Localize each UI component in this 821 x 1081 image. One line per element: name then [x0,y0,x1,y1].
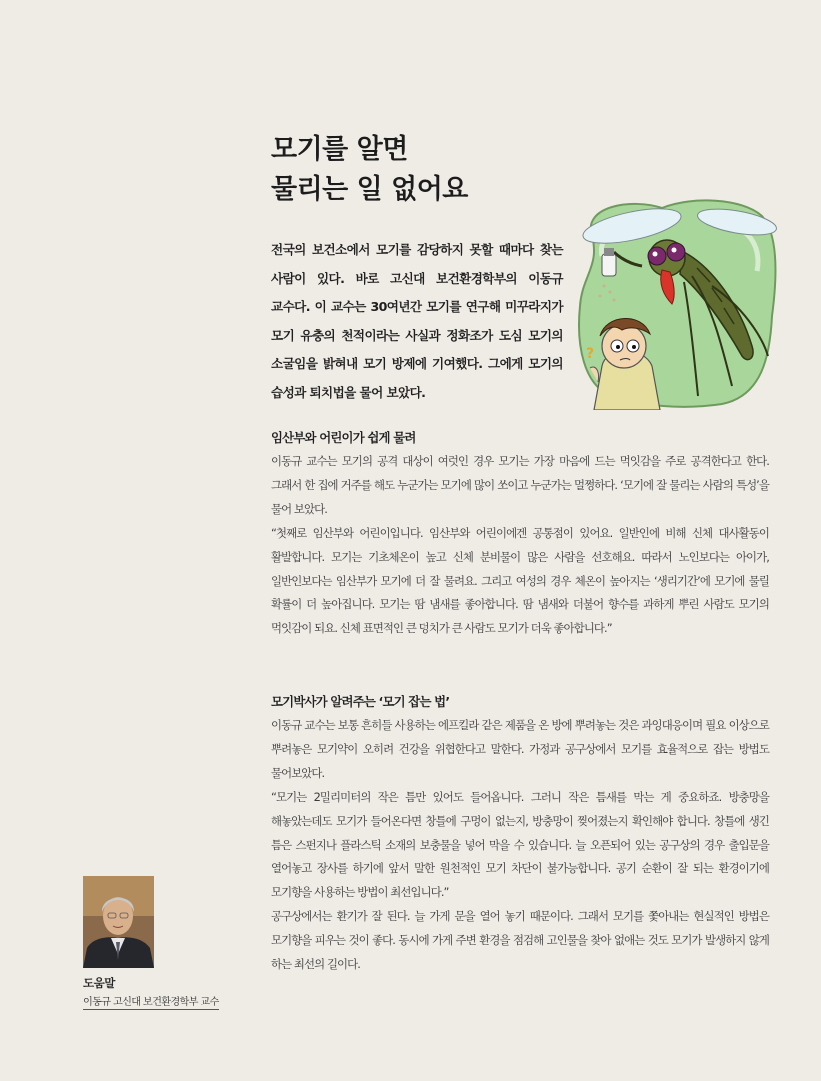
section-1-paragraph: 이동규 교수는 모기의 공격 대상이 여럿인 경우 모기는 가장 마음에 드는 먹잇감을 주로 공격한다고 한다. 그래서 한 집에 거주를 해도 누군가는 모기에 많이 쏘이고 누군가는 멀쩡하다. ‘모기에 잘 물리는 사람의 특성’을 물어 보았다. [271,454,769,516]
section-2-heading: 모기박사가 알려주는 ‘모기 잡는 법’ [271,694,450,709]
svg-text:?: ? [586,346,595,362]
author-affiliation: 이동규 고신대 보건환경학부 교수 [83,993,219,1010]
mosquito-cartoon-icon [572,196,780,410]
title-line-2: 물리는 일 없어요 [271,174,468,205]
section-1 [271,426,769,641]
section-2 [271,690,769,977]
section-1-paragraph: “첫째로 임산부와 어린이입니다. 임산부와 어린이에겐 공통점이 있어요. 일반인에 비해 신체 대사활동이 활발합니다. 모기는 기초체온이 높고 신체 분비물이 많은 사람을 선호해요. 따라서 노인보다는 아이가, 일반인보다는 임산부가 모기에 더 잘 물려요. 그리고 여성의 경우 체온이 높아지는 ‘생리기간’에 모기에 물릴 확률이 더 높아집니다. 모기는 땀 냄새를 좋아합니다. 땀 냄새와 더불어 향수를 과하게 뿌린 사람도 모기의 먹잇감이 되요. 신체 표면적인 큰 덩치가 큰 사람도 모기가 더욱 좋아합니다.” [271,525,769,636]
mosquito-illustration [572,196,780,410]
author-photo-icon [83,876,154,968]
article-title [271,130,571,210]
section-1-heading: 임산부와 어린이가 쉽게 물려 [271,430,416,445]
title-line-1: 모기를 알면 [271,134,408,165]
section-2-paragraph: 공구상에서는 환기가 잘 된다. 늘 가게 문을 열어 놓기 때문이다. 그래서 모기를 쫓아내는 현실적인 방법은 모기향을 피우는 것이 좋다. 동시에 가게 주변 환경을 점검해 고인물을 찾아 없애는 것도 모기가 발생하지 않게 하는 최선의 길이다. [271,909,769,972]
author-portrait [83,876,154,968]
section-2-paragraph: 이동규 교수는 보통 흔히들 사용하는 에프킬라 같은 제품을 온 방에 뿌려놓는 것은 과잉대응이며 필요 이상으로 뿌려놓은 모기약이 오히려 건강을 위협한다고 말한다. 가정과 공구상에서 모기를 효율적으로 잡는 방법도 물어보았다. [271,718,769,780]
lead-paragraph: 전국의 보건소에서 모기를 감당하지 못할 때마다 찾는 사람이 있다. 바로 고신대 보건환경학부의 이동규 교수다. 이 교수는 30여년간 모기를 연구해 미꾸라지가 모기 유충의 천적이라는 사실과 정화조가 도심 모기의 소굴임을 밝혀내 모기 방제에 기여했다. 그에게 모기의 습성과 퇴치법을 물어 보았다. [271,242,563,400]
section-2-paragraph: “모기는 2밀리미터의 작은 틈만 있어도 들어옵니다. 그러니 작은 틈새를 막는 게 중요하죠. 방충망을 해놓았는데도 모기가 들어온다면 창틀에 구멍이 없는지, 방충망이 찢어졌는지 확인해야 합니다. 창틀에 생긴 틈은 스펀지나 플라스틱 소재의 보충물을 넣어 막을 수 있습니다. 늘 오픈되어 있는 공구상의 경우 출입문을 열어놓고 장사를 하기에 앞서 말한 원천적인 모기 차단이 불가능합니다. 공기 순환이 잘 되는 환경이기에 모기향을 사용하는 방법이 최선입니다.” [271,789,769,900]
author-label: 도움말 [83,976,115,990]
